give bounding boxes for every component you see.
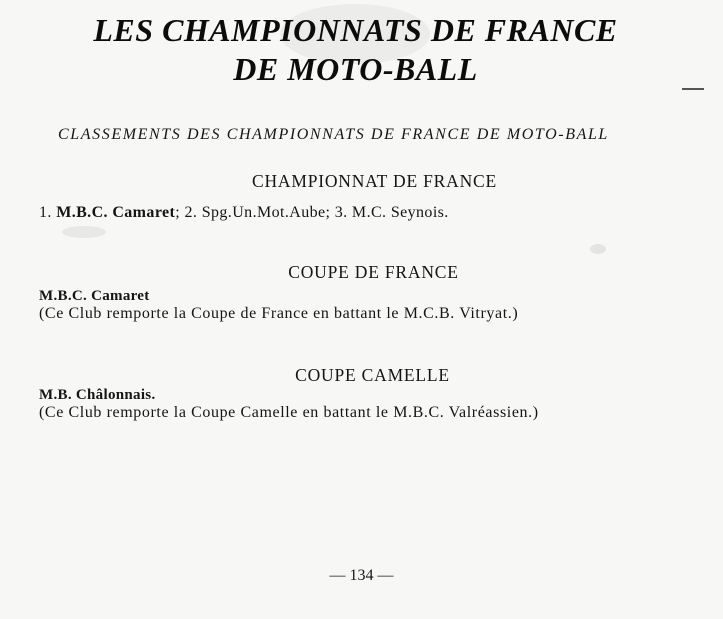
section-heading-coupe-de-france: COUPE DE FRANCE bbox=[288, 262, 459, 282]
coupe-camelle-note: (Ce Club remporte la Coupe Camelle en battant le M.B.C. Valréassien.) bbox=[39, 404, 539, 421]
print-smudge bbox=[590, 244, 606, 254]
edge-mark bbox=[682, 88, 704, 90]
page-title-line-2: DE MOTO-BALL bbox=[233, 51, 478, 87]
championnat-results bbox=[39, 204, 449, 222]
coupe-de-france-note: (Ce Club remporte la Coupe de France en battant le M.C.B. Vitryat.) bbox=[39, 305, 519, 322]
coupe-de-france-winner: M.B.C. Camaret bbox=[39, 288, 150, 304]
page-number: — 134 — bbox=[329, 567, 394, 584]
results-rest: ; 2. Spg.Un.Mot.Aube; 3. M.C. Seynois. bbox=[175, 204, 449, 221]
page-subtitle: CLASSEMENTS DES CHAMPIONNATS DE FRANCE DE MOTO-BALL bbox=[58, 126, 609, 143]
coupe-camelle-winner: M.B. Châlonnais. bbox=[39, 387, 156, 403]
section-heading-coupe-camelle: COUPE CAMELLE bbox=[295, 365, 450, 385]
page-title-line-1: LES CHAMPIONNATS DE FRANCE bbox=[93, 12, 618, 48]
print-smudge bbox=[62, 226, 106, 238]
results-first-club: M.B.C. Camaret bbox=[56, 204, 176, 221]
section-heading-championnat: CHAMPIONNAT DE FRANCE bbox=[252, 171, 497, 191]
results-prefix: 1. bbox=[39, 204, 57, 221]
